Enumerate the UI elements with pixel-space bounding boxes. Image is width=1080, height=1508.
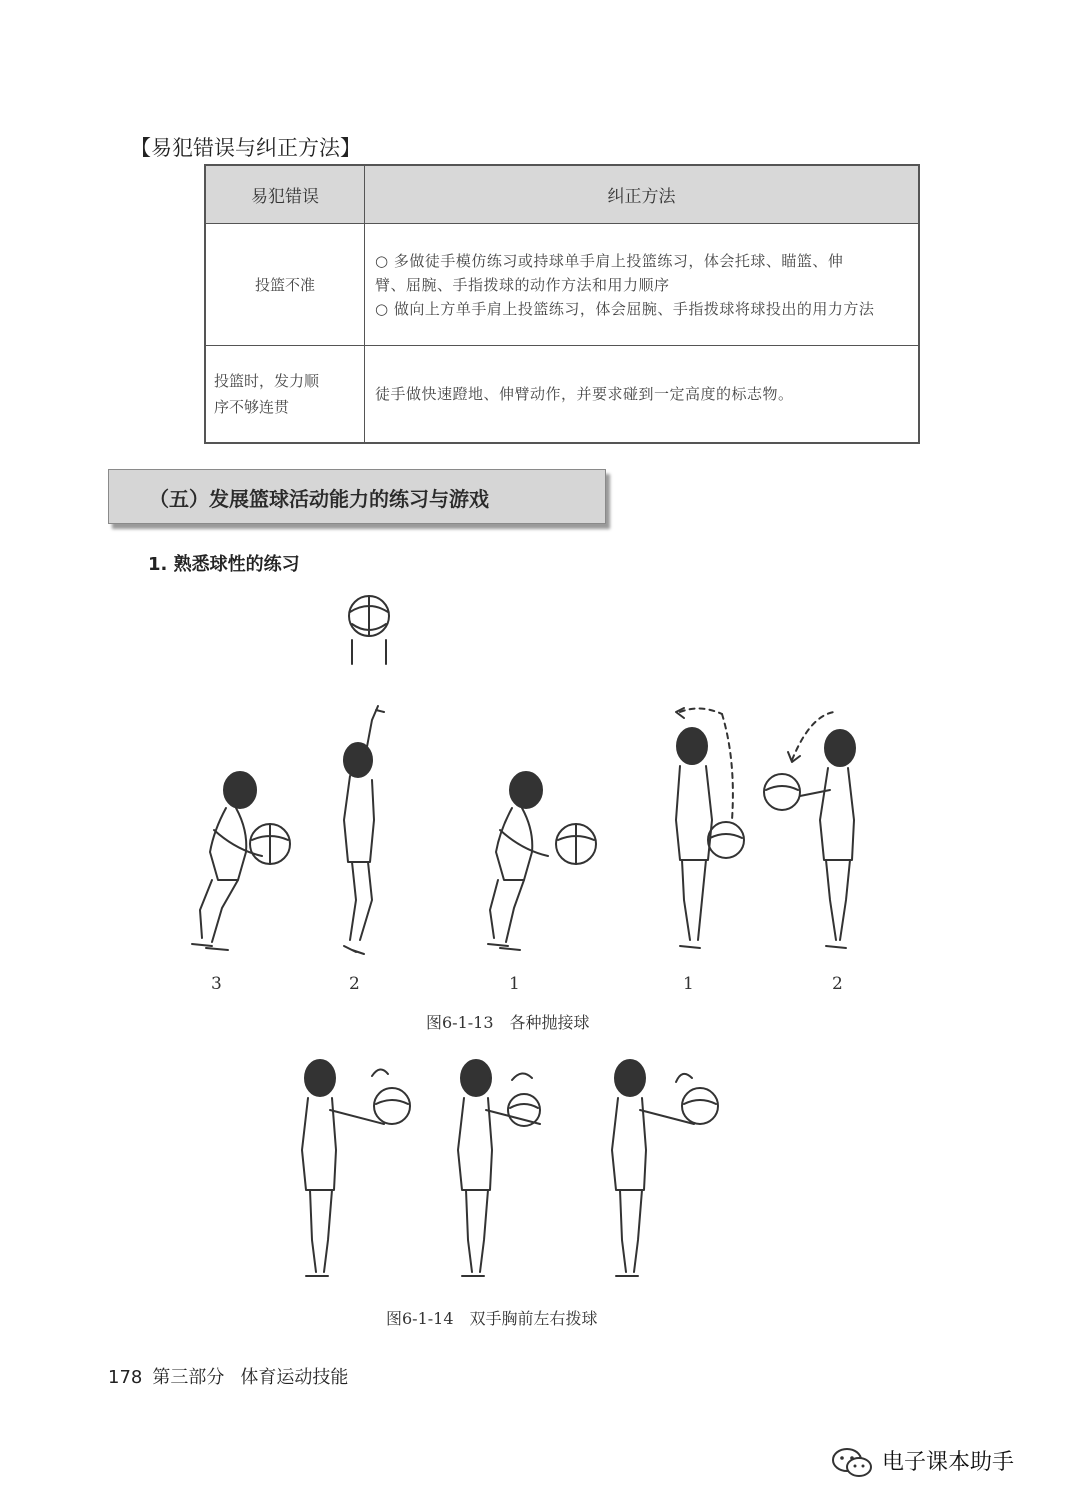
- account-name: 电子课本助手: [882, 1450, 1015, 1475]
- correction-line: ○ 多做徒手模仿练习或持球单手肩上投篮练习，体会托球、瞄篮、伸: [375, 251, 844, 270]
- wechat-account-mark: [830, 1445, 1014, 1480]
- table-header-error: 易犯错误: [205, 165, 365, 224]
- wechat-icon: [830, 1446, 874, 1480]
- page-footer: [108, 1363, 348, 1389]
- frame-number: 2: [832, 974, 843, 994]
- player-figure-chest-pass-2: [458, 1060, 540, 1276]
- section-title: （五）发展篮球活动能力的练习与游戏: [149, 487, 489, 511]
- error-line: 序不够连贯: [214, 398, 290, 416]
- correction-line: ○ 做向上方单手肩上投篮练习，体会屈腕、手指拨球将球投出的用力方法: [375, 299, 875, 318]
- frame-number: 1: [509, 974, 520, 994]
- error-line: 投篮时，发力顺: [214, 372, 320, 390]
- frame-number: 1: [683, 974, 694, 994]
- footer-chapter: 体育运动技能: [240, 1367, 349, 1388]
- table-cell-error: 投篮不准: [205, 224, 365, 346]
- frame-number: 2: [349, 974, 360, 994]
- footer-part: 第三部分: [152, 1367, 225, 1388]
- subsection-title: 1. 熟悉球性的练习: [148, 554, 300, 575]
- correction-line: 臂、屈腕、手指拨球的动作方法和用力顺序: [375, 275, 670, 294]
- figure-6-1-14-caption: 图6-1-14 双手胸前左右拨球: [386, 1309, 598, 1328]
- figure-6-1-13-caption: 图6-1-13 各种抛接球: [426, 1013, 590, 1032]
- correction-line: 徒手做快速蹬地、伸臂动作，并要求碰到一定高度的标志物。: [375, 385, 794, 403]
- player-figure-chest-pass-3: [612, 1060, 718, 1276]
- errors-section-heading: 【易犯错误与纠正方法】: [130, 136, 361, 160]
- page-number: 178: [108, 1367, 143, 1388]
- table-header-correction: 纠正方法: [365, 165, 920, 224]
- frame-number: 3: [211, 974, 222, 994]
- player-figure-chest-pass-1: [302, 1060, 410, 1276]
